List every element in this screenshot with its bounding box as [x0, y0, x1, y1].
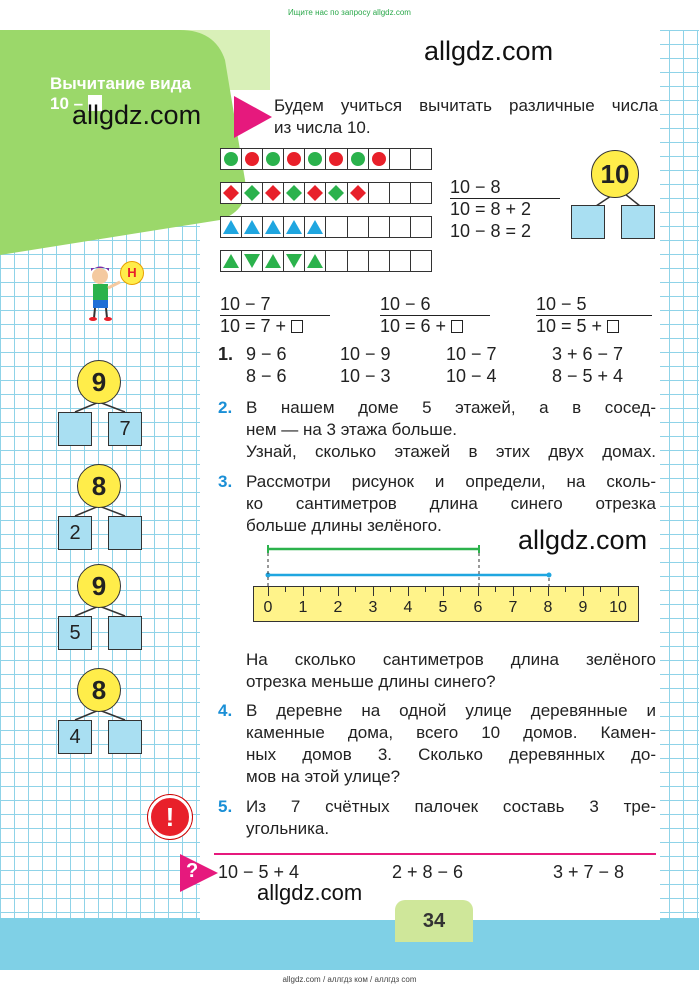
decomp-line-3: 10 − 8 = 2: [450, 221, 532, 241]
ruler-label: 5: [438, 599, 448, 616]
ruler-half-tick: [530, 587, 531, 592]
bonus-expr-3: 3 + 7 − 8: [553, 862, 625, 882]
example-2-a: 10 − 6: [380, 294, 490, 316]
task-4-line-3: ных домов 3. Сколько деревянных до-: [246, 745, 656, 764]
ruler-label: 3: [368, 599, 378, 616]
task-3-line-1: Рассмотри рисунок и определи, на сколь-: [246, 472, 656, 491]
tree-right-box: [108, 720, 142, 754]
ruler-half-tick: [565, 587, 566, 592]
pointer-triangle-icon: [234, 96, 274, 138]
tree-right-box: 7: [108, 412, 142, 446]
ruler-label: 10: [609, 599, 627, 616]
ruler-label: 9: [578, 599, 588, 616]
task-4-line-2: каменные дома, всего 10 домов. Камен-: [246, 723, 656, 742]
task-2-line-1: В нашем доме 5 этажей, а в сосед-: [246, 398, 656, 417]
decomp-line-2: 10 = 8 + 2: [450, 199, 532, 219]
ruler-label: 2: [333, 599, 343, 616]
green-title-panel: [0, 30, 250, 260]
strip-green-triangles: [220, 250, 432, 272]
decomp-right-box: [621, 205, 655, 239]
task-1-r1c4: 3 + 6 − 7: [552, 344, 624, 364]
task-1-r2c3: 10 − 4: [446, 366, 497, 386]
task-3-line-3: больше длины зелёного.: [246, 516, 442, 535]
segments-figure: [260, 540, 560, 590]
decomp-line-1: 10 − 8: [450, 177, 560, 199]
tree-top-circle: 8: [77, 668, 121, 712]
task-5-number: 5.: [218, 797, 233, 816]
task-1-number: 1.: [218, 344, 234, 364]
task-1-r2c1: 8 − 6: [246, 366, 287, 386]
ruler-tick: [618, 587, 619, 596]
intro-line-2: из числа 10.: [274, 118, 371, 137]
task-2-line-2: нем — на 3 этажа больше.: [246, 420, 458, 439]
ruler-tick: [548, 587, 549, 596]
task-1-r1c2: 10 − 9: [340, 344, 391, 364]
tree-right-box: [108, 516, 142, 550]
task-3-question-1: На сколько сантиметров длина зелёного: [246, 650, 656, 669]
example-1-a: 10 − 7: [220, 294, 330, 316]
ruler-half-tick: [390, 587, 391, 592]
bottom-caption: allgdz.com / аллгдз ком / аллгдз com: [282, 975, 417, 984]
ruler-half-tick: [320, 587, 321, 592]
ruler-tick: [443, 587, 444, 596]
ruler-label: 4: [403, 599, 413, 616]
bonus-expr-2: 2 + 8 − 6: [392, 862, 464, 882]
ruler-half-tick: [600, 587, 601, 592]
watermark: allgdz.com: [424, 36, 554, 66]
watermark: allgdz.com: [518, 525, 648, 555]
intro-line-1: Будем учиться вычитать различные числа: [274, 96, 658, 115]
ruler-tick: [478, 587, 479, 596]
strip-triangles: [220, 216, 432, 238]
ruler-tick: [513, 587, 514, 596]
task-1-r2c2: 10 − 3: [340, 366, 391, 386]
tree-left-box: 5: [58, 616, 92, 650]
task-4-number: 4.: [218, 701, 233, 720]
ruler-label: 0: [263, 599, 273, 616]
task-1-r2c4: 8 − 5 + 4: [552, 366, 624, 386]
bottom-band: [0, 918, 699, 970]
title-line-2: 10 –: [50, 94, 88, 113]
task-1-r1c3: 10 − 7: [446, 344, 497, 364]
tree-left-box: [58, 412, 92, 446]
task-4-line-4: мов на этой улице?: [246, 767, 401, 786]
ruler-label: 8: [543, 599, 553, 616]
watermark: allgdz.com: [72, 100, 202, 130]
marker-badge: Н: [120, 261, 144, 285]
task-2-line-3: Узнай, сколько этажей в этих двух домах.: [246, 442, 656, 461]
alert-icon: !: [148, 795, 192, 839]
ruler-tick: [268, 587, 269, 596]
example-3-a: 10 − 5: [536, 294, 652, 316]
tree-right-box: [108, 616, 142, 650]
task-5-line-2: угольника.: [246, 819, 330, 838]
ruler-half-tick: [460, 587, 461, 592]
ruler-tick: [583, 587, 584, 596]
ruler-half-tick: [495, 587, 496, 592]
top-caption: Ищите нас по запросу allgdz.com: [288, 8, 411, 17]
ruler-label: 7: [508, 599, 518, 616]
question-mark: ?: [186, 860, 199, 882]
task-3-number: 3.: [218, 472, 233, 491]
task-1-r1c1: 9 − 6: [246, 344, 287, 364]
task-3-question-2: отрезка меньше длины синего?: [246, 672, 496, 691]
tree-left-box: 2: [58, 516, 92, 550]
page-number: 34: [395, 900, 473, 942]
ruler-half-tick: [285, 587, 286, 592]
task-4-line-1: В деревне на одной улице деревянные и: [246, 701, 656, 720]
title-line-1: Вычитание вида: [50, 74, 191, 93]
tree-top-circle: 8: [77, 464, 121, 508]
example-2-b: 10 = 6 +: [380, 316, 463, 337]
watermark: allgdz.com: [257, 880, 363, 905]
decomp-left-box: [571, 205, 605, 239]
tree-top-circle: 9: [77, 564, 121, 608]
ruler-tick: [373, 587, 374, 596]
tree-left-box: 4: [58, 720, 92, 754]
strip-circles: [220, 148, 432, 170]
bonus-divider: [214, 853, 656, 855]
ruler-tick: [338, 587, 339, 596]
ruler: [253, 586, 639, 622]
strip-diamonds: [220, 182, 432, 204]
ruler-label: 6: [473, 599, 483, 616]
ruler-half-tick: [355, 587, 356, 592]
ruler-half-tick: [425, 587, 426, 592]
ruler-tick: [303, 587, 304, 596]
example-1-b: 10 = 7 +: [220, 316, 303, 337]
task-2-number: 2.: [218, 398, 233, 417]
task-5-line-1: Из 7 счётных палочек составь 3 тре-: [246, 797, 656, 816]
ruler-tick: [408, 587, 409, 596]
decomp-circle: 10: [591, 150, 639, 198]
tree-top-circle: 9: [77, 360, 121, 404]
example-3-b: 10 = 5 +: [536, 316, 619, 337]
bonus-expr-1: 10 − 5 + 4: [218, 862, 300, 882]
ruler-label: 1: [298, 599, 308, 616]
task-3-line-2: ко сантиметров длина синего отрезка: [246, 494, 656, 513]
